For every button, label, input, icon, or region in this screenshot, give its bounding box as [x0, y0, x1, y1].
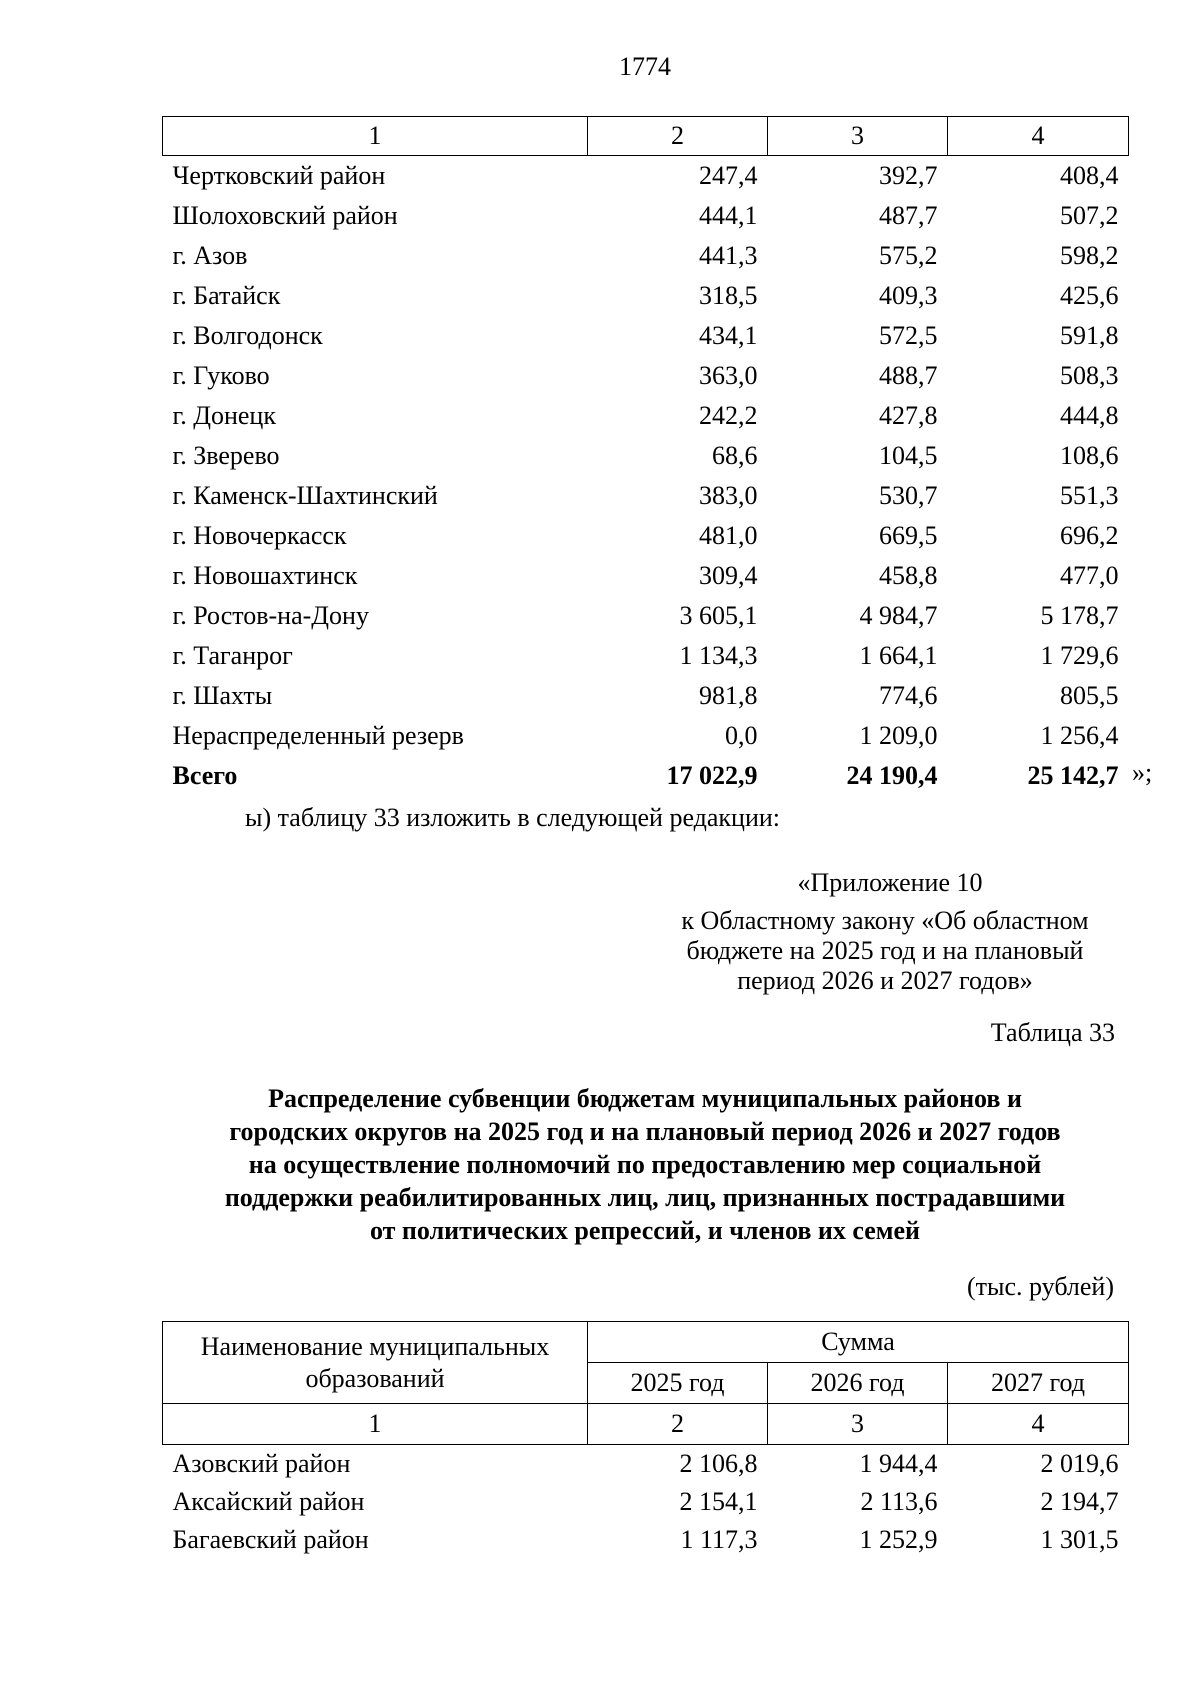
table-row [163, 1445, 1129, 1484]
municipality-name: г. Волгодонск [172, 321, 323, 350]
table-title-line: на осуществление полномочий по предоставлению мер социальной [248, 1150, 1042, 1179]
total-row [163, 756, 1129, 796]
continued-table [162, 116, 1129, 796]
value-2027: 477,0 [1060, 561, 1119, 590]
value-2026: 572,5 [879, 321, 938, 350]
value-2025: 481,0 [699, 521, 758, 550]
value-2026: 427,8 [879, 401, 938, 430]
municipality-name: г. Азов [172, 241, 248, 270]
value-2026: 409,3 [879, 281, 938, 310]
value-2025: 2 106,8 [679, 1449, 758, 1478]
page-number: 1774 [619, 52, 671, 81]
column-number: 1 [163, 1404, 588, 1445]
value-2026: 1 944,4 [859, 1449, 938, 1478]
name-header-line: образований [305, 1363, 445, 1393]
municipality-name: г. Зверево [172, 441, 280, 470]
value-2025: 247,4 [699, 161, 758, 190]
value-2026: 487,7 [879, 201, 938, 230]
table-row [163, 716, 1129, 756]
name-header-line: Наименование муниципальных [200, 1331, 550, 1361]
column-number: 4 [948, 117, 1129, 156]
municipality-name: г. Донецк [172, 401, 276, 430]
value-2025: 0,0 [725, 721, 758, 750]
appendix-title: «Приложение 10 [797, 868, 983, 897]
header-row [163, 1322, 1129, 1363]
column-number: 3 [768, 1404, 948, 1445]
column-number-row [163, 117, 1129, 156]
value-2025: 444,1 [699, 201, 758, 230]
value-2027: 805,5 [1060, 681, 1119, 710]
municipality-name: Азовский район [172, 1449, 351, 1478]
value-2026: 1 664,1 [859, 641, 938, 670]
appendix-reference-line: бюджете на 2025 год и на плановый [686, 936, 1084, 965]
value-2026: 2 113,6 [860, 1487, 938, 1516]
units-label: (тыс. рублей) [966, 1272, 1114, 1301]
value-2025: 1 117,3 [680, 1525, 758, 1554]
table-title-line: Распределение субвенции бюджетам муниципальных районов и [268, 1084, 1022, 1113]
value-2026: 104,5 [879, 441, 938, 470]
value-2026: 392,7 [879, 161, 938, 190]
municipality-name: г. Гуково [172, 361, 270, 390]
table-title-line: городских округов на 2025 год и на плановый период 2026 и 2027 годов [229, 1117, 1061, 1146]
table-row [163, 436, 1129, 476]
subvention-table [162, 1321, 1129, 1559]
municipality-name: г. Ростов-на-Дону [172, 601, 369, 630]
year-header: 2027 год [948, 1363, 1129, 1404]
municipality-name: г. Новочеркасск [172, 521, 347, 550]
year-header: 2026 год [768, 1363, 948, 1404]
value-2027: 508,3 [1060, 361, 1119, 390]
year-header: 2025 год [588, 1363, 768, 1404]
table-row [163, 396, 1129, 436]
name-column-header [163, 1322, 588, 1404]
table-row [163, 236, 1129, 276]
municipality-name: Нераспределенный резерв [172, 721, 464, 750]
value-2027: 1 301,5 [1040, 1525, 1119, 1554]
value-2027: 1 256,4 [1040, 721, 1119, 750]
value-2026: 488,7 [879, 361, 938, 390]
municipality-name: г. Таганрог [172, 641, 293, 670]
value-2027: 696,2 [1060, 521, 1119, 550]
value-2025: 2 154,1 [679, 1487, 758, 1516]
value-2026: 458,8 [879, 561, 938, 590]
municipality-name: Аксайский район [172, 1487, 365, 1516]
total-2027: 25 142,7 [1027, 761, 1119, 790]
value-2025: 981,8 [699, 681, 758, 710]
table-row [163, 676, 1129, 716]
table-row [163, 636, 1129, 676]
value-2027: 5 178,7 [1040, 601, 1119, 630]
value-2027: 2 194,7 [1040, 1487, 1119, 1516]
value-2027: 425,6 [1060, 281, 1119, 310]
column-number: 2 [588, 1404, 768, 1445]
table-row [163, 196, 1129, 236]
value-2025: 242,2 [699, 401, 758, 430]
table-row [163, 1521, 1129, 1559]
value-2025: 3 605,1 [679, 601, 758, 630]
table-row [163, 596, 1129, 636]
value-2026: 669,5 [879, 521, 938, 550]
municipality-name: г. Шахты [172, 681, 273, 710]
value-2026: 4 984,7 [859, 601, 938, 630]
value-2027: 408,4 [1060, 161, 1119, 190]
table-title [160, 1082, 1130, 1247]
table-row [163, 476, 1129, 516]
table-row [163, 356, 1129, 396]
value-2027: 2 019,6 [1040, 1449, 1119, 1478]
column-number: 2 [588, 117, 768, 156]
municipality-name: г. Новошахтинск [172, 561, 358, 590]
amendment-instruction: ы) таблицу 33 изложить в следующей редакции: [245, 803, 781, 832]
table-title-line: поддержки реабилитированных лиц, лиц, признанных пострадавшими [224, 1183, 1066, 1212]
value-2025: 434,1 [699, 321, 758, 350]
value-2026: 530,7 [879, 481, 938, 510]
column-number: 4 [948, 1404, 1129, 1445]
value-2025: 309,4 [699, 561, 758, 590]
table-row [163, 516, 1129, 556]
table-row [163, 316, 1129, 356]
value-2025: 318,5 [699, 281, 758, 310]
total-2025: 17 022,9 [666, 761, 758, 790]
total-2026: 24 190,4 [846, 761, 938, 790]
table-row [163, 556, 1129, 596]
value-2027: 551,3 [1060, 481, 1119, 510]
value-2027: 1 729,6 [1040, 641, 1119, 670]
municipality-name: Багаевский район [172, 1525, 369, 1554]
table-row [163, 156, 1129, 197]
appendix-reference-line: период 2026 и 2027 годов» [737, 966, 1033, 995]
value-2026: 575,2 [879, 241, 938, 270]
value-2026: 1 209,0 [859, 721, 938, 750]
value-2025: 68,6 [712, 441, 758, 470]
value-2027: 444,8 [1060, 401, 1119, 430]
column-number-row [163, 1404, 1129, 1445]
value-2025: 441,3 [699, 241, 758, 270]
value-2027: 507,2 [1060, 201, 1119, 230]
value-2026: 1 252,9 [859, 1525, 938, 1554]
table-row [163, 276, 1129, 316]
appendix-reference [640, 906, 1130, 996]
value-2027: 108,6 [1060, 441, 1119, 470]
total-label: Всего [172, 761, 238, 790]
appendix-reference-line: к Областному закону «Об областном [681, 906, 1089, 935]
closing-quote-mark: »; [1132, 758, 1153, 787]
table-label: Таблица 33 [990, 1018, 1115, 1047]
municipality-name: Шолоховский район [172, 201, 398, 230]
value-2025: 383,0 [699, 481, 758, 510]
value-2027: 598,2 [1060, 241, 1119, 270]
table-title-line: от политических репрессий, и членов их семей [370, 1216, 920, 1245]
value-2025: 363,0 [699, 361, 758, 390]
sum-column-header: Сумма [588, 1322, 1129, 1363]
table-row [163, 1483, 1129, 1521]
municipality-name: г. Каменск-Шахтинский [172, 481, 438, 510]
value-2025: 1 134,3 [679, 641, 758, 670]
value-2027: 591,8 [1060, 321, 1119, 350]
municipality-name: г. Батайск [172, 281, 281, 310]
column-number: 1 [163, 117, 588, 156]
municipality-name: Чертковский район [172, 161, 386, 190]
column-number: 3 [768, 117, 948, 156]
value-2026: 774,6 [879, 681, 938, 710]
